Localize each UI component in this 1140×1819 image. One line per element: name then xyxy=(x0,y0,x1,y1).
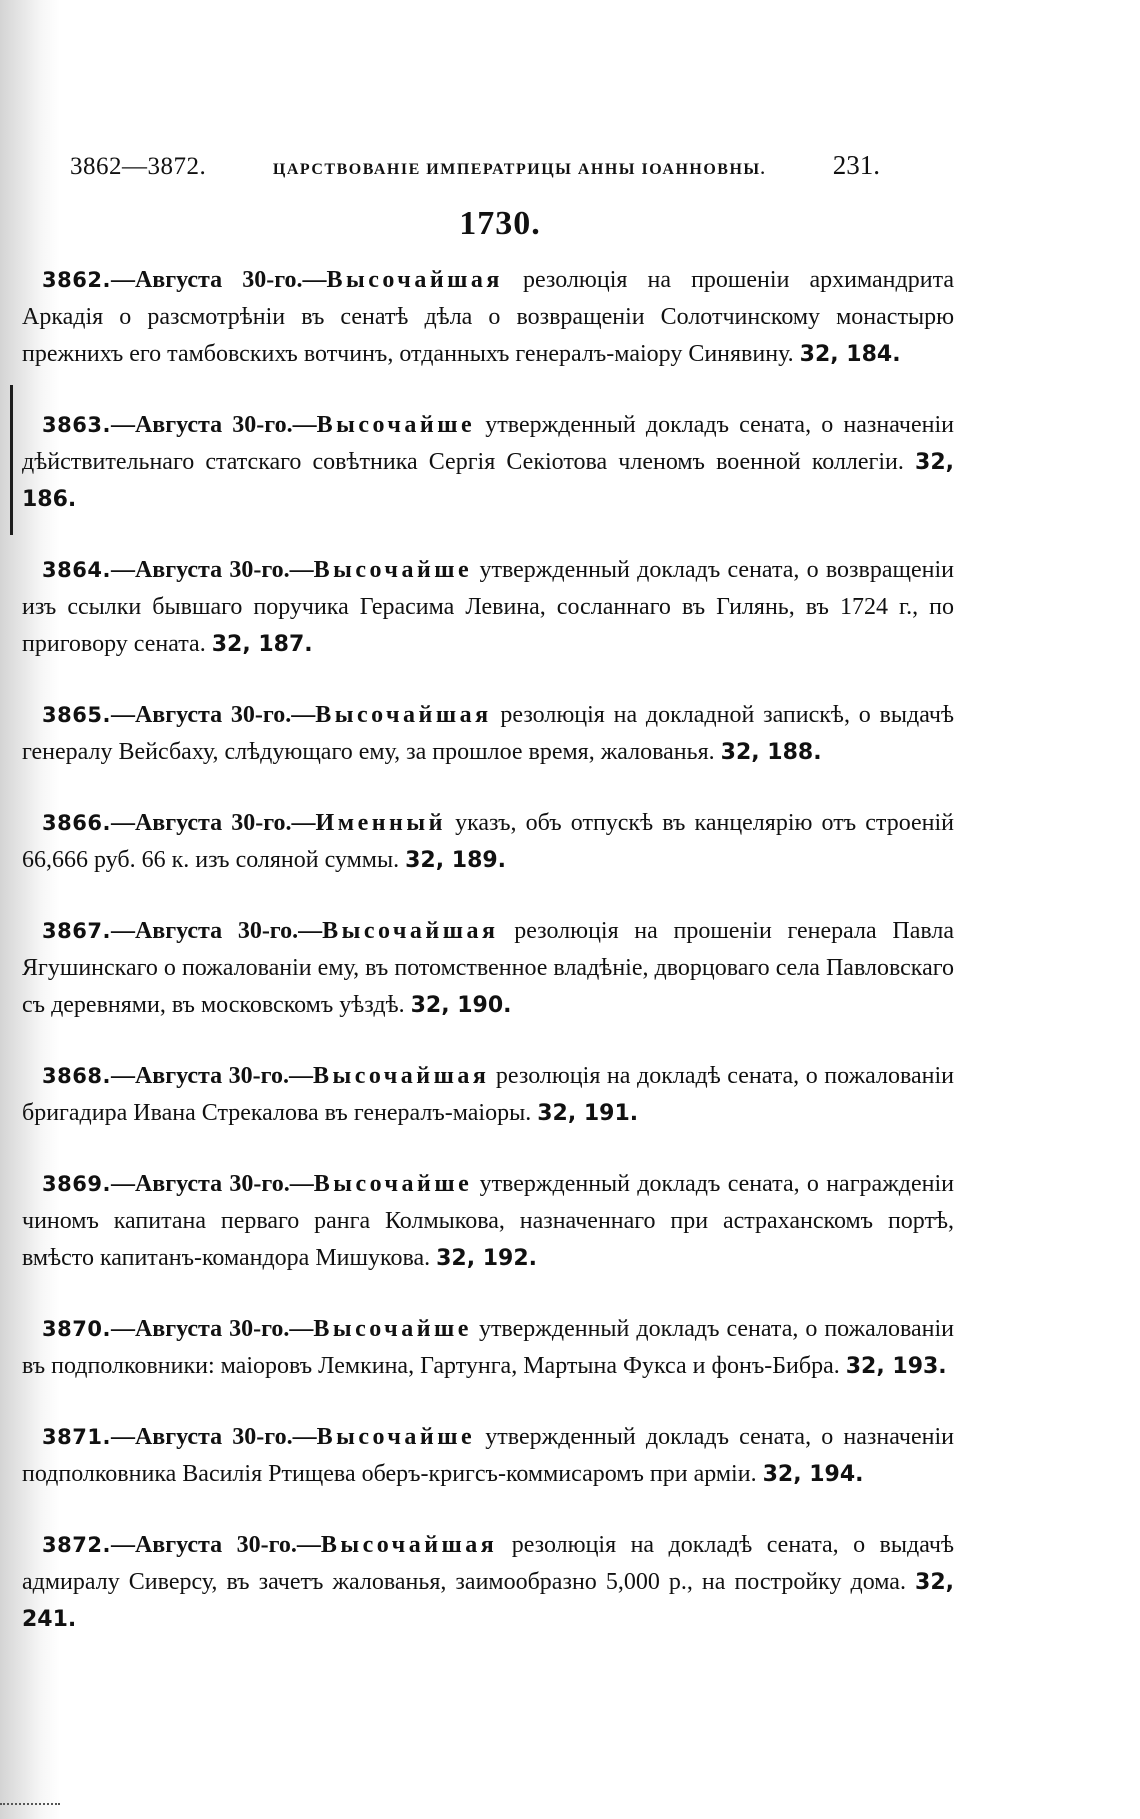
entry-3869 xyxy=(22,1166,954,1277)
entry-reference: 32, 192. xyxy=(436,1246,538,1271)
year-heading: 1730. xyxy=(459,205,541,242)
entry-text: резолюція на прошеніи генерала Павла Ягушинскаго о пожалованіи ему, въ потомственное владѣніе, дворцоваго села Павловскаго съ деревнями, въ московскомъ уѣздѣ. xyxy=(22,918,954,1018)
entry-reference: 32, 186. xyxy=(22,450,954,512)
entry-range: 3862—3872. xyxy=(70,153,207,180)
entry-kind: Высочайше xyxy=(313,1171,473,1197)
entry-reference: 32, 188. xyxy=(720,740,822,765)
entry-date: —Августа 30-го.— xyxy=(110,1171,314,1197)
entry-text: резолюція на докладѣ сената, о выдачѣ адмиралу Сиверсу, въ зачетъ жалованья, заимообразно 5,000 р., на постройку дома. xyxy=(22,1532,955,1595)
entry-number: 3864. xyxy=(42,558,111,582)
entry-number: 3867. xyxy=(42,919,111,943)
entry-kind: Высочайше xyxy=(313,557,473,583)
entry-kind: Высочайшая xyxy=(315,702,492,728)
entry-number: 3865. xyxy=(42,703,111,727)
entry-kind: Высочайше xyxy=(316,412,476,438)
running-header xyxy=(70,150,880,194)
entry-kind: Высочайшая xyxy=(322,918,499,944)
entry-number: 3868. xyxy=(42,1064,111,1088)
entry-date: —Августа 30-го.— xyxy=(110,1424,317,1450)
entry-number: 3870. xyxy=(42,1317,111,1341)
entry-3863 xyxy=(22,407,954,518)
entry-reference: 32, 191. xyxy=(537,1101,639,1126)
entry-date: —Августа 30-го.— xyxy=(110,1532,321,1558)
entry-text: утвержденный докладъ сената, о награжденіи чиномъ капитана перваго ранга Колмыкова, назначеннаго при астраханскомъ портѣ, вмѣсто капитанъ-командора Мишукова. xyxy=(22,1171,954,1271)
entry-number: 3869. xyxy=(42,1172,111,1196)
entry-text: утвержденный докладъ сената, о назначеніи дѣйствительнаго статскаго совѣтника Сергія Секіотова членомъ военной коллегіи. xyxy=(22,412,954,475)
entry-reference: 32, 241. xyxy=(22,1570,954,1632)
entry-reference: 32, 184. xyxy=(799,342,901,367)
entry-text: утвержденный докладъ сената, о назначеніи подполковника Василія Ртищева оберъ-кригсъ-коммисаромъ при арміи. xyxy=(22,1424,954,1487)
entry-kind: Высочайшая xyxy=(320,1532,498,1558)
entry-reference: 32, 193. xyxy=(845,1354,947,1379)
scan-artifact xyxy=(0,1800,60,1805)
entry-kind: Именный xyxy=(315,810,446,836)
entry-number: 3863. xyxy=(42,413,111,437)
entry-date: —Августа 30-го.— xyxy=(110,557,314,583)
entry-3867 xyxy=(22,913,954,1024)
page-number: 231. xyxy=(832,150,880,180)
entry-kind: Высочайше xyxy=(313,1316,472,1342)
entry-date: —Августа 30-го.— xyxy=(110,918,323,944)
entry-number: 3872. xyxy=(42,1533,111,1557)
entry-text: указъ, объ отпускѣ въ канцелярію отъ строеній 66,666 руб. 66 к. изъ соляной суммы. xyxy=(22,810,954,873)
entry-text: резолюція на докладѣ сената, о пожалованіи бригадира Ивана Стрекалова въ генералъ-маіоры. xyxy=(22,1063,954,1126)
entry-kind: Высочайшая xyxy=(312,1063,490,1089)
entry-3870 xyxy=(22,1311,954,1385)
entry-reference: 32, 187. xyxy=(211,632,313,657)
entry-date: —Августа 30-го.— xyxy=(110,1316,314,1342)
entry-reference: 32, 189. xyxy=(405,848,507,873)
entry-date: —Августа 30-го.— xyxy=(110,267,327,293)
entry-reference: 32, 190. xyxy=(410,993,512,1018)
entry-date: —Августа 30-го.— xyxy=(110,412,317,438)
entry-3862 xyxy=(22,262,954,373)
gutter-mark xyxy=(10,385,13,535)
entry-3868 xyxy=(22,1058,954,1132)
entry-text: резолюція на прошеніи архимандрита Аркадія о разсмотрѣніи въ сенатѣ дѣла о возвращеніи Солотчинскому монастырю прежнихъ его тамбовскихъ вотчинъ, отданныхъ генералъ-маіору Синявину. xyxy=(22,267,955,367)
entry-date: —Августа 30-го.— xyxy=(110,810,316,836)
entry-date: —Августа 30-го.— xyxy=(110,702,316,728)
entry-text: утвержденный докладъ сената, о возвращеніи изъ ссылки бывшаго поручика Герасима Левина, сосланнаго въ Гилянь, въ 1724 г., по приговору сената. xyxy=(22,557,954,657)
entry-3864 xyxy=(22,552,954,663)
entry-3866 xyxy=(22,805,954,879)
entry-text: утвержденный докладъ сената, о пожалованіи въ подполковники: маіоровъ Лемкина, Гартунга, Мартына Фукса и фонъ-Бибра. xyxy=(22,1316,955,1379)
entry-kind: Высочайше xyxy=(316,1424,476,1450)
entry-3872 xyxy=(22,1527,954,1638)
entry-number: 3866. xyxy=(42,811,111,835)
entry-3865 xyxy=(22,697,954,771)
entries-list xyxy=(22,262,954,1672)
entry-3871 xyxy=(22,1419,954,1493)
running-title: ЦАРСТВОВАНІЕ ИМПЕРАТРИЦЫ АННЫ ІОАННОВНЫ. xyxy=(272,161,767,178)
entry-number: 3862. xyxy=(42,268,111,292)
entry-number: 3871. xyxy=(42,1425,111,1449)
entry-reference: 32, 194. xyxy=(762,1462,864,1487)
entry-date: —Августа 30-го.— xyxy=(110,1063,313,1089)
entry-text: резолюція на докладной запискѣ, о выдачѣ генералу Вейсбаху, слѣдующаго ему, за прошлое время, жалованья. xyxy=(22,702,954,765)
entry-kind: Высочайшая xyxy=(326,267,503,293)
